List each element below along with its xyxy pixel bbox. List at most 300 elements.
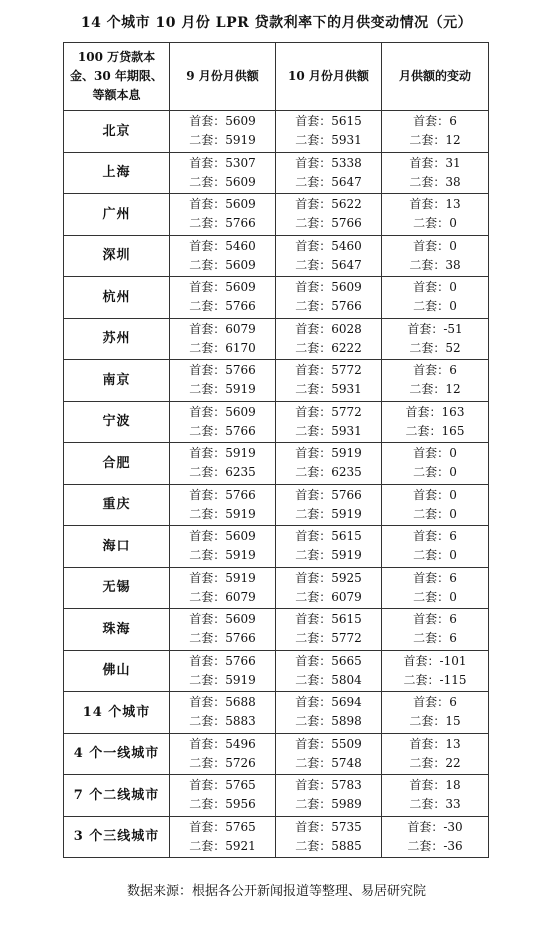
second-home-label: 二套： [295, 797, 332, 812]
value: 6 [449, 114, 457, 129]
value: 0 [449, 446, 457, 461]
first-home-line [170, 361, 275, 380]
value: 6 [449, 695, 457, 710]
value: 5989 [331, 797, 362, 812]
second-home-label: 二套： [189, 465, 226, 480]
first-home-label: 首套： [295, 695, 332, 710]
value: 0 [449, 216, 457, 231]
value: 5766 [225, 487, 256, 502]
second-home-label: 二套： [189, 382, 226, 397]
first-home-line [382, 610, 488, 629]
value: 31 [445, 155, 461, 170]
first-home-line [276, 610, 381, 629]
first-home-label: 首套： [295, 238, 332, 253]
second-home-line [382, 297, 488, 316]
page-title: 14 个城市 10 月份 LPR 贷款利率下的月供变动情况（元） [80, 15, 473, 31]
second-home-label: 二套： [295, 133, 332, 148]
table-row [64, 692, 489, 734]
second-home-line [170, 712, 275, 731]
payment-change-cell [382, 235, 489, 277]
value: 5885 [331, 838, 362, 853]
first-home-line [276, 693, 381, 712]
value: 5765 [225, 819, 256, 834]
city-name: 深圳 [64, 235, 170, 277]
value: 5783 [331, 778, 362, 793]
value: 6235 [331, 465, 362, 480]
oct-payment-cell [276, 277, 382, 319]
value: 5766 [331, 216, 362, 231]
first-home-label: 首套： [413, 238, 450, 253]
first-home-label: 首套： [413, 570, 450, 585]
first-home-line [170, 776, 275, 795]
value: 5338 [331, 155, 362, 170]
first-home-line [276, 278, 381, 297]
value: 12 [445, 133, 461, 148]
city-name: 4 个一线城市 [64, 733, 170, 775]
second-home-label: 二套： [409, 133, 446, 148]
first-home-label: 首套： [189, 238, 226, 253]
value: 33 [445, 797, 461, 812]
second-home-line [276, 837, 381, 856]
first-home-label: 首套： [409, 155, 446, 170]
sep-payment-cell [170, 401, 276, 443]
city-name: 杭州 [64, 277, 170, 319]
value: 5609 [225, 174, 256, 189]
first-home-line [276, 320, 381, 339]
oct-payment-cell [276, 733, 382, 775]
value: 5748 [331, 755, 362, 770]
value: 5766 [225, 216, 256, 231]
second-home-label: 二套： [403, 672, 440, 687]
table-row [64, 443, 489, 485]
first-home-label: 首套： [189, 404, 226, 419]
second-home-label: 二套： [189, 216, 226, 231]
first-home-line [276, 112, 381, 131]
oct-payment-cell [276, 152, 382, 194]
value: 5919 [225, 672, 256, 687]
first-home-line [276, 818, 381, 837]
second-home-line [170, 629, 275, 648]
first-home-label: 首套： [189, 653, 226, 668]
value: 6 [449, 570, 457, 585]
first-home-line [382, 776, 488, 795]
first-home-label: 首套： [189, 695, 226, 710]
first-home-line [382, 486, 488, 505]
value: 0 [449, 487, 457, 502]
payment-change-cell [382, 609, 489, 651]
second-home-line [170, 380, 275, 399]
second-home-label: 二套： [409, 257, 446, 272]
first-home-label: 首套： [413, 363, 450, 378]
table-row [64, 277, 489, 319]
sep-payment-cell [170, 650, 276, 692]
sep-payment-cell [170, 775, 276, 817]
table-row [64, 733, 489, 775]
first-home-line [276, 154, 381, 173]
second-home-line [276, 380, 381, 399]
city-name: 南京 [64, 360, 170, 402]
first-home-line [382, 569, 488, 588]
value: 5766 [331, 487, 362, 502]
value: 5898 [331, 714, 362, 729]
value: 5766 [225, 299, 256, 314]
first-home-line [170, 818, 275, 837]
first-home-label: 首套： [295, 280, 332, 295]
second-home-line [276, 297, 381, 316]
second-home-label: 二套： [189, 631, 226, 646]
sep-payment-cell [170, 111, 276, 153]
first-home-label: 首套： [189, 321, 226, 336]
value: 5883 [225, 714, 256, 729]
value: 6170 [225, 340, 256, 355]
second-home-label: 二套： [189, 755, 226, 770]
value: 5647 [331, 174, 362, 189]
first-home-label: 首套： [413, 114, 450, 129]
table-row [64, 609, 489, 651]
oct-payment-cell [276, 526, 382, 568]
first-home-label: 首套： [189, 819, 226, 834]
first-home-line [382, 652, 488, 671]
first-home-line [382, 527, 488, 546]
second-home-label: 二套： [189, 506, 226, 521]
second-home-label: 二套： [295, 672, 332, 687]
first-home-label: 首套： [413, 612, 450, 627]
first-home-label: 首套： [189, 570, 226, 585]
payment-change-cell [382, 526, 489, 568]
second-home-line [382, 837, 488, 856]
value: 5766 [225, 423, 256, 438]
second-home-line [170, 754, 275, 773]
sep-payment-cell [170, 609, 276, 651]
first-home-line [276, 776, 381, 795]
value: 6079 [225, 589, 256, 604]
table-row [64, 235, 489, 277]
first-home-line [382, 693, 488, 712]
first-home-line [276, 735, 381, 754]
first-home-line [382, 403, 488, 422]
sep-payment-cell [170, 235, 276, 277]
first-home-line [276, 361, 381, 380]
first-home-label: 首套： [189, 487, 226, 502]
value: 5919 [225, 506, 256, 521]
value: 38 [445, 174, 461, 189]
value: 12 [445, 382, 461, 397]
second-home-line [170, 214, 275, 233]
value: 5726 [225, 755, 256, 770]
first-home-line [170, 320, 275, 339]
first-home-label: 首套： [405, 404, 442, 419]
city-name: 苏州 [64, 318, 170, 360]
value: 163 [441, 404, 465, 419]
first-home-label: 首套： [189, 280, 226, 295]
second-home-label: 二套： [413, 465, 450, 480]
first-home-label: 首套： [295, 612, 332, 627]
second-home-label: 二套： [189, 174, 226, 189]
second-home-line [276, 629, 381, 648]
second-home-line [382, 629, 488, 648]
second-home-label: 二套： [189, 423, 226, 438]
value: 165 [441, 423, 465, 438]
second-home-line [382, 339, 488, 358]
sep-payment-cell [170, 194, 276, 236]
city-name: 上海 [64, 152, 170, 194]
oct-payment-cell [276, 609, 382, 651]
table-row [64, 484, 489, 526]
value: 5804 [331, 672, 362, 687]
second-home-line [170, 671, 275, 690]
second-home-label: 二套： [189, 714, 226, 729]
second-home-line [382, 588, 488, 607]
second-home-line [382, 795, 488, 814]
second-home-label: 二套： [295, 589, 332, 604]
oct-payment-cell [276, 318, 382, 360]
second-home-label: 二套： [189, 548, 226, 563]
second-home-label: 二套： [295, 299, 332, 314]
second-home-line [382, 131, 488, 150]
value: 0 [449, 506, 457, 521]
second-home-label: 二套： [189, 340, 226, 355]
second-home-line [382, 546, 488, 565]
value: 5919 [225, 382, 256, 397]
value: 6079 [331, 589, 362, 604]
header-payment-change: 月供额的变动 [382, 43, 489, 111]
second-home-line [170, 505, 275, 524]
table-row [64, 775, 489, 817]
second-home-line [170, 837, 275, 856]
first-home-line [170, 112, 275, 131]
value: 5919 [225, 548, 256, 563]
payment-change-cell [382, 318, 489, 360]
value: 5931 [331, 133, 362, 148]
value: 0 [449, 589, 457, 604]
second-home-line [276, 256, 381, 275]
second-home-label: 二套： [189, 133, 226, 148]
first-home-line [170, 569, 275, 588]
first-home-label: 首套： [189, 363, 226, 378]
table-row [64, 526, 489, 568]
mortgage-table [63, 42, 489, 858]
value: 5919 [225, 570, 256, 585]
second-home-label: 二套： [189, 838, 226, 853]
payment-change-cell [382, 650, 489, 692]
first-home-label: 首套： [295, 155, 332, 170]
payment-change-cell [382, 360, 489, 402]
second-home-label: 二套： [295, 465, 332, 480]
first-home-line [170, 444, 275, 463]
value: 5766 [331, 299, 362, 314]
first-home-line [382, 278, 488, 297]
second-home-label: 二套： [295, 257, 332, 272]
first-home-label: 首套： [189, 778, 226, 793]
first-home-label: 首套： [413, 529, 450, 544]
first-home-line [382, 154, 488, 173]
first-home-label: 首套： [295, 363, 332, 378]
value: -30 [443, 819, 463, 834]
value: 5772 [331, 631, 362, 646]
first-home-label: 首套： [295, 529, 332, 544]
oct-payment-cell [276, 650, 382, 692]
city-name: 广州 [64, 194, 170, 236]
value: 6028 [331, 321, 362, 336]
oct-payment-cell [276, 235, 382, 277]
value: 5919 [331, 506, 362, 521]
second-home-label: 二套： [189, 672, 226, 687]
sep-payment-cell [170, 152, 276, 194]
second-home-line [382, 671, 488, 690]
second-home-label: 二套： [405, 423, 442, 438]
city-name: 宁波 [64, 401, 170, 443]
second-home-line [276, 463, 381, 482]
second-home-label: 二套： [413, 631, 450, 646]
oct-payment-cell [276, 111, 382, 153]
value: 5766 [225, 363, 256, 378]
second-home-line [382, 505, 488, 524]
second-home-label: 二套： [189, 257, 226, 272]
second-home-line [276, 131, 381, 150]
value: 5688 [225, 695, 256, 710]
first-home-line [382, 444, 488, 463]
first-home-label: 首套： [407, 819, 444, 834]
first-home-line [276, 486, 381, 505]
value: -36 [443, 838, 463, 853]
city-name: 7 个二线城市 [64, 775, 170, 817]
city-name: 珠海 [64, 609, 170, 651]
first-home-line [382, 195, 488, 214]
oct-payment-cell [276, 484, 382, 526]
data-source-note: 数据来源：根据各公开新闻报道等整理、易居研究院 [126, 884, 426, 899]
value: 0 [449, 238, 457, 253]
first-home-line [170, 154, 275, 173]
first-home-label: 首套： [295, 197, 332, 212]
second-home-line [170, 131, 275, 150]
value: 5956 [225, 797, 256, 812]
first-home-label: 首套： [189, 114, 226, 129]
first-home-line [170, 486, 275, 505]
second-home-line [170, 588, 275, 607]
payment-change-cell [382, 816, 489, 858]
second-home-line [276, 754, 381, 773]
second-home-line [382, 712, 488, 731]
value: 6 [449, 363, 457, 378]
first-home-line [276, 527, 381, 546]
first-home-label: 首套： [295, 570, 332, 585]
second-home-label: 二套： [189, 797, 226, 812]
oct-payment-cell [276, 194, 382, 236]
city-name: 3 个三线城市 [64, 816, 170, 858]
table-row [64, 360, 489, 402]
value: 0 [449, 299, 457, 314]
value: 6 [449, 529, 457, 544]
header-oct-payment: 10 月份月供额 [276, 43, 382, 111]
second-home-label: 二套： [189, 589, 226, 604]
value: 13 [445, 197, 461, 212]
first-home-label: 首套： [189, 736, 226, 751]
value: 6 [449, 612, 457, 627]
sep-payment-cell [170, 526, 276, 568]
value: 5609 [225, 197, 256, 212]
first-home-line [170, 693, 275, 712]
value: 5609 [225, 114, 256, 129]
second-home-label: 二套： [407, 838, 444, 853]
second-home-label: 二套： [409, 382, 446, 397]
second-home-label: 二套： [189, 299, 226, 314]
city-name: 无锡 [64, 567, 170, 609]
value: 5921 [225, 838, 256, 853]
payment-change-cell [382, 484, 489, 526]
city-name: 合肥 [64, 443, 170, 485]
value: 6235 [225, 465, 256, 480]
payment-change-cell [382, 152, 489, 194]
payment-change-cell [382, 775, 489, 817]
second-home-label: 二套： [409, 174, 446, 189]
value: 5925 [331, 570, 362, 585]
header-sep-payment: 9 月份月供额 [170, 43, 276, 111]
second-home-line [276, 339, 381, 358]
first-home-line [276, 237, 381, 256]
sep-payment-cell [170, 484, 276, 526]
city-name: 海口 [64, 526, 170, 568]
first-home-label: 首套： [295, 736, 332, 751]
table-row [64, 318, 489, 360]
payment-change-cell [382, 443, 489, 485]
value: 5509 [331, 736, 362, 751]
second-home-label: 二套： [409, 797, 446, 812]
second-home-line [276, 795, 381, 814]
first-home-line [382, 237, 488, 256]
second-home-label: 二套： [413, 216, 450, 231]
first-home-line [170, 735, 275, 754]
first-home-line [170, 610, 275, 629]
payment-change-cell [382, 111, 489, 153]
value: 5647 [331, 257, 362, 272]
second-home-label: 二套： [295, 714, 332, 729]
first-home-label: 首套： [295, 404, 332, 419]
second-home-line [382, 422, 488, 441]
second-home-label: 二套： [295, 423, 332, 438]
second-home-label: 二套： [413, 299, 450, 314]
table-body [64, 111, 489, 858]
city-name: 重庆 [64, 484, 170, 526]
second-home-line [276, 712, 381, 731]
value: 5615 [331, 114, 362, 129]
sep-payment-cell [170, 277, 276, 319]
table-row [64, 650, 489, 692]
second-home-label: 二套： [295, 382, 332, 397]
value: 5609 [225, 612, 256, 627]
value: 13 [445, 736, 461, 751]
sep-payment-cell [170, 567, 276, 609]
second-home-line [170, 339, 275, 358]
first-home-line [382, 112, 488, 131]
value: 6079 [225, 321, 256, 336]
value: 5772 [331, 404, 362, 419]
second-home-label: 二套： [413, 506, 450, 521]
payment-change-cell [382, 567, 489, 609]
first-home-label: 首套： [295, 819, 332, 834]
payment-change-cell [382, 277, 489, 319]
value: 5609 [225, 280, 256, 295]
second-home-line [382, 463, 488, 482]
second-home-line [276, 588, 381, 607]
first-home-line [382, 320, 488, 339]
table-row [64, 152, 489, 194]
second-home-line [276, 422, 381, 441]
city-name: 北京 [64, 111, 170, 153]
second-home-line [170, 173, 275, 192]
first-home-label: 首套： [409, 736, 446, 751]
first-home-label: 首套： [413, 280, 450, 295]
second-home-line [170, 546, 275, 565]
